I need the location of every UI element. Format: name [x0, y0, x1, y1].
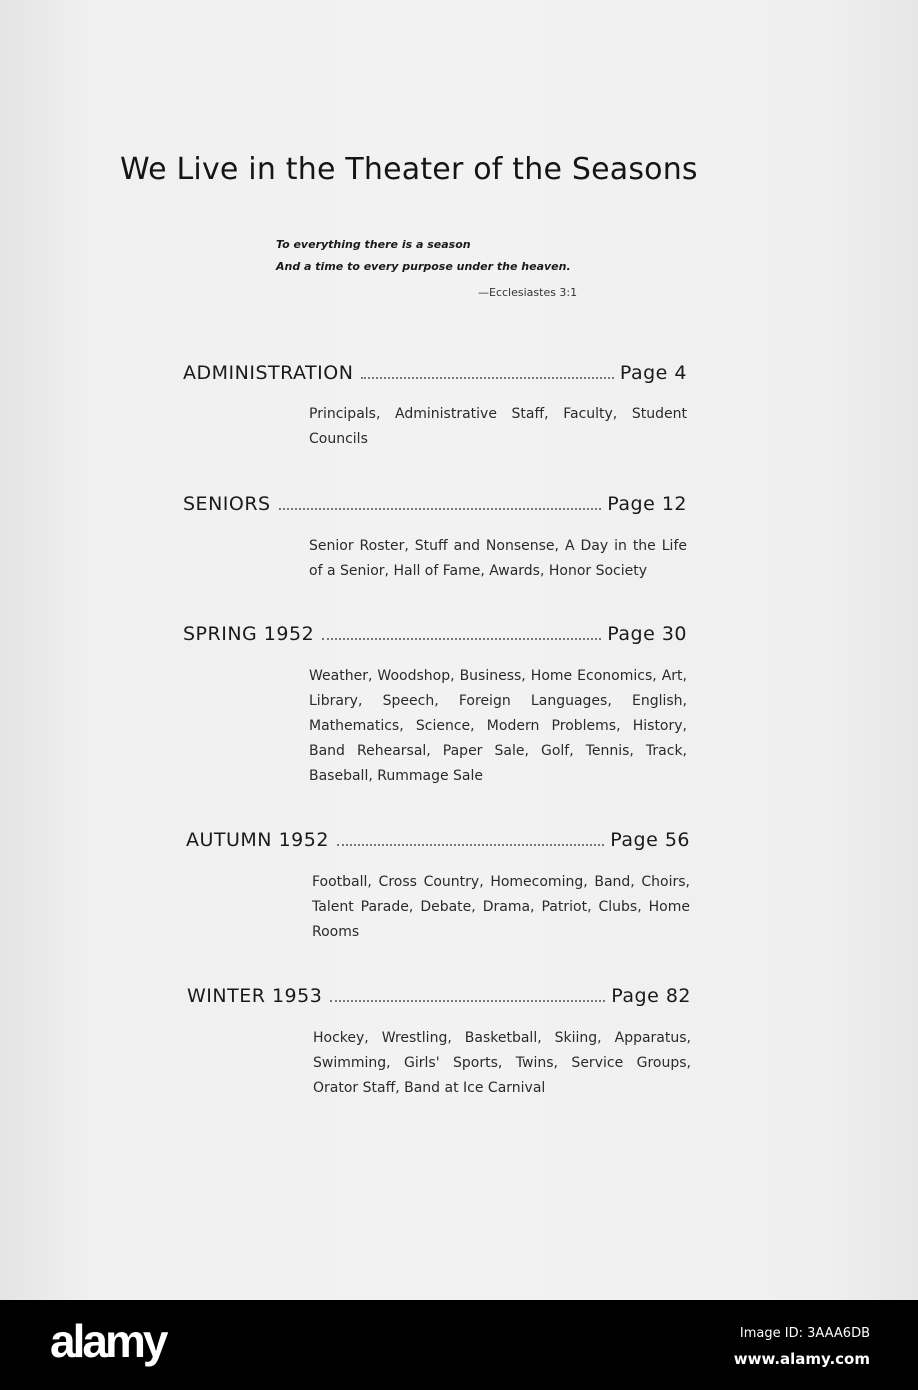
section-name: WINTER 1953 [187, 985, 323, 1007]
toc-entry-winter-1953 [187, 985, 691, 1007]
watermark-bar [0, 1300, 918, 1390]
image-id: Image ID: 3AAA6DB [739, 1326, 870, 1341]
section-name: SENIORS [183, 493, 271, 515]
toc-entry-administration [183, 362, 687, 384]
dot-leader [279, 508, 602, 510]
dot-leader [361, 377, 613, 379]
section-description: Weather, Woodshop, Business, Home Economics, Art, Library, Speech, Foreign Languages, English, Mathematics, Science, Modern Problems, History, Band Rehearsal, Paper Sale, Golf, Tennis, Track, Baseball, Rummage Sale [309, 668, 687, 784]
section-name: ADMINISTRATION [183, 362, 354, 384]
section-page: Page 12 [607, 493, 687, 515]
page-title: We Live in the Theater of the Seasons [120, 152, 698, 187]
section-description: Senior Roster, Stuff and Nonsense, A Day in the Life of a Senior, Hall of Fame, Awards, Honor Society [309, 538, 687, 579]
section-name: SPRING 1952 [183, 623, 315, 645]
toc-entry-autumn-1952 [186, 829, 690, 851]
epigraph-line-2: And a time to every purpose under the heaven. [276, 260, 571, 273]
section-description: Hockey, Wrestling, Basketball, Skiing, Apparatus, Swimming, Girls' Sports, Twins, Service Groups, Orator Staff, Band at Ice Carnival [313, 1030, 691, 1096]
site-url: www.alamy.com [733, 1350, 870, 1368]
section-description: Football, Cross Country, Homecoming, Band, Choirs, Talent Parade, Debate, Drama, Patriot, Clubs, Home Rooms [312, 874, 690, 940]
epigraph-citation: —Ecclesiastes 3:1 [478, 286, 578, 299]
toc-entry-spring-1952 [183, 623, 687, 645]
section-page: Page 56 [610, 829, 690, 851]
epigraph-line-1: To everything there is a season [276, 238, 471, 251]
section-page: Page 30 [607, 623, 687, 645]
dot-leader [330, 1000, 605, 1002]
alamy-logo: alamy [50, 1315, 166, 1367]
dot-leader [337, 844, 604, 846]
section-page: Page 4 [619, 362, 687, 384]
dot-leader [322, 638, 601, 640]
section-page: Page 82 [611, 985, 691, 1007]
toc-entry-seniors [183, 493, 687, 515]
section-name: AUTUMN 1952 [186, 829, 329, 851]
section-description: Principals, Administrative Staff, Faculty, Student Councils [309, 406, 687, 447]
